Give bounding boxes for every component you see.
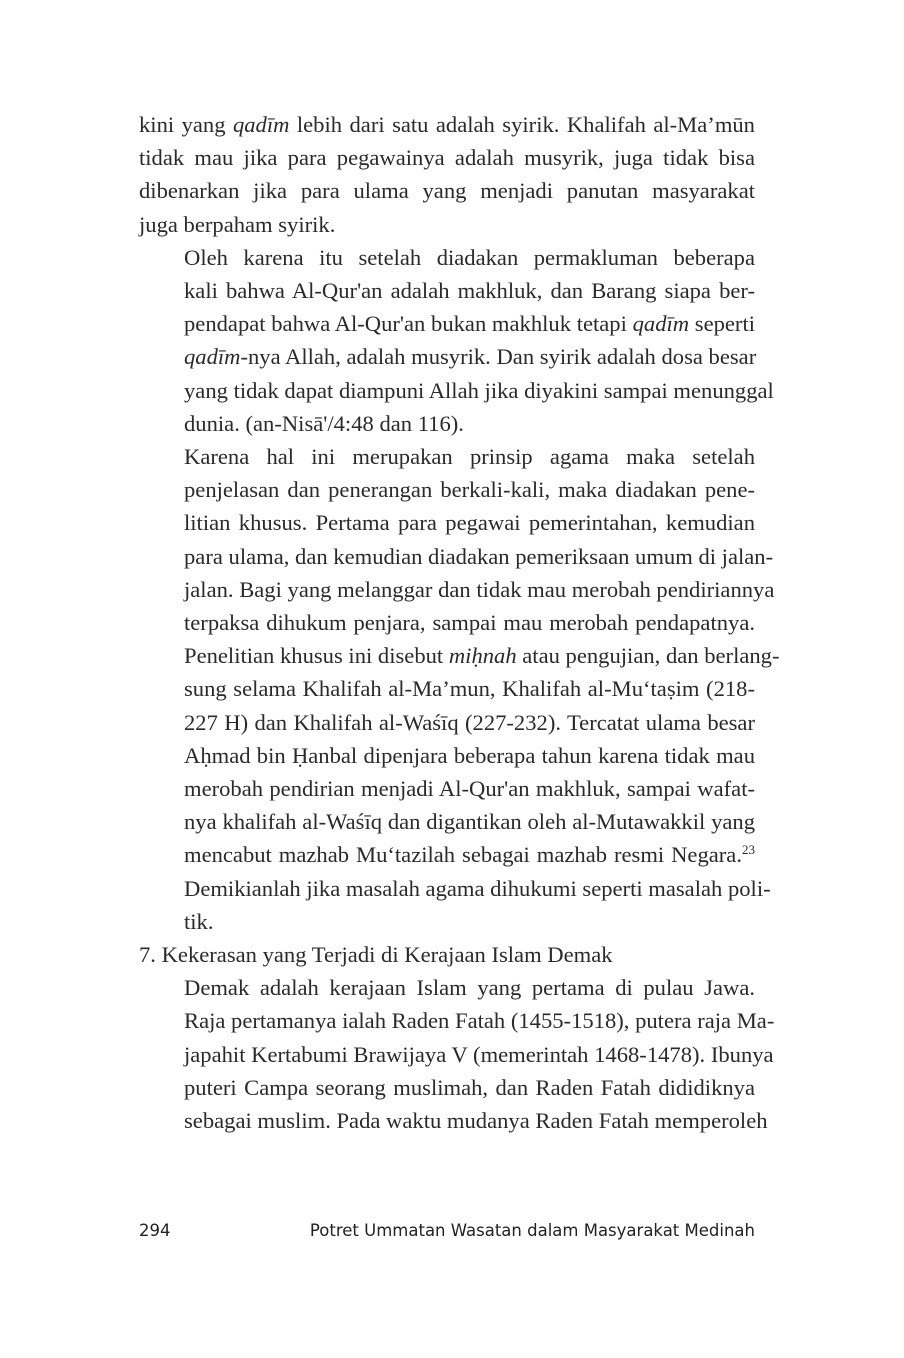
text-line: para ulama, dan kemudian diadakan pemeriksaan umum di jalan- bbox=[184, 543, 774, 569]
text-line: Aḥmad bin Ḥanbal dipenjara beberapa tahun karena tidak mau bbox=[184, 742, 755, 768]
page-footer bbox=[139, 1221, 755, 1240]
text-line: japahit Kertabumi Brawijaya V (memerintah 1468-1478). Ibunya bbox=[184, 1041, 774, 1067]
text-line: juga berpaham syirik. bbox=[139, 211, 336, 237]
text-line: Oleh karena itu setelah diadakan permakluman beberapa bbox=[184, 244, 755, 270]
text-line: Karena hal ini merupakan prinsip agama maka setelah bbox=[184, 444, 755, 470]
text-line: 227 H) dan Khalifah al-Waśīq (227-232). Tercatat ulama besar bbox=[184, 709, 755, 735]
text-line: nya khalifah al-Waśīq dan digantikan oleh al-Mutawakkil yang bbox=[184, 809, 755, 835]
text-line: Demak adalah kerajaan Islam yang pertama di pulau Jawa. bbox=[184, 975, 755, 1001]
italic-term: qadīm bbox=[184, 344, 241, 370]
italic-term: qadīm bbox=[232, 112, 290, 137]
text-line: tidak mau jika para pegawainya adalah musyrik, juga tidak bisa bbox=[139, 145, 755, 171]
paragraph-4 bbox=[139, 971, 775, 1137]
text-line: jalan. Bagi yang melanggar dan tidak mau merobah pendiriannya bbox=[184, 576, 775, 602]
text-line: Demikianlah jika masalah agama dihukumi seperti masalah poli- bbox=[184, 875, 771, 901]
text-line: penjelasan dan penerangan berkali-kali, maka diadakan pene- bbox=[184, 477, 755, 503]
text-line: sebagai muslim. Pada waktu mudanya Raden Fatah memperoleh bbox=[184, 1108, 768, 1134]
paragraph-3 bbox=[139, 440, 780, 938]
text-line: merobah pendirian menjadi Al-Qur'an makhluk, sampai wafat- bbox=[184, 776, 755, 802]
italic-term: miḥnah bbox=[448, 643, 517, 669]
text-line: qadīm-nya Allah, adalah musyrik. Dan syirik adalah dosa besar bbox=[184, 344, 757, 370]
italic-term: qadīm bbox=[632, 311, 690, 337]
text-line: pendapat bahwa Al-Qur'an bukan makhluk tetapi qadīm seperti bbox=[184, 311, 756, 337]
page-body bbox=[139, 108, 780, 1137]
text-line: Penelitian khusus ini disebut miḥnah atau pengujian, dan berlang- bbox=[184, 643, 780, 669]
footnote-ref[interactable]: 23 bbox=[742, 842, 755, 858]
text-line: dibenarkan jika para ulama yang menjadi panutan masyarakat bbox=[139, 178, 755, 204]
text-line: yang tidak dapat diampuni Allah jika diyakini sampai menunggal bbox=[184, 377, 774, 403]
paragraph-2 bbox=[139, 241, 774, 440]
page-number: 294 bbox=[139, 1221, 171, 1240]
section-heading: 7. Kekerasan yang Terjadi di Kerajaan Islam Demak bbox=[139, 942, 613, 968]
text-line: tik. bbox=[184, 908, 214, 934]
paragraph-1 bbox=[139, 108, 755, 241]
text-line: kali bahwa Al-Qur'an adalah makhluk, dan Barang siapa ber- bbox=[184, 278, 755, 304]
running-title: Potret Ummatan Wasatan dalam Masyarakat Medinah bbox=[309, 1221, 755, 1240]
text-line: puteri Campa seorang muslimah, dan Raden Fatah dididiknya bbox=[184, 1074, 755, 1100]
text-line: litian khusus. Pertama para pegawai pemerintahan, kemudian bbox=[184, 510, 755, 536]
text-line: mencabut mazhab Mu‘tazilah sebagai mazhab resmi Negara.$^{23}$ bbox=[184, 842, 755, 868]
text-line: terpaksa dihukum penjara, sampai mau merobah pendapatnya. bbox=[184, 610, 755, 636]
text-line: Raja pertamanya ialah Raden Fatah (1455-1518), putera raja Ma- bbox=[184, 1008, 775, 1034]
text-line: dunia. (an-Nisā'/4:48 dan 116). bbox=[184, 410, 464, 436]
text-line: kini yang qadīm lebih dari satu adalah syirik. Khalifah al-Ma’mūn bbox=[139, 112, 755, 137]
text-line: sung selama Khalifah al-Ma’mun, Khalifah al-Mu‘taṣim (218- bbox=[184, 676, 755, 702]
